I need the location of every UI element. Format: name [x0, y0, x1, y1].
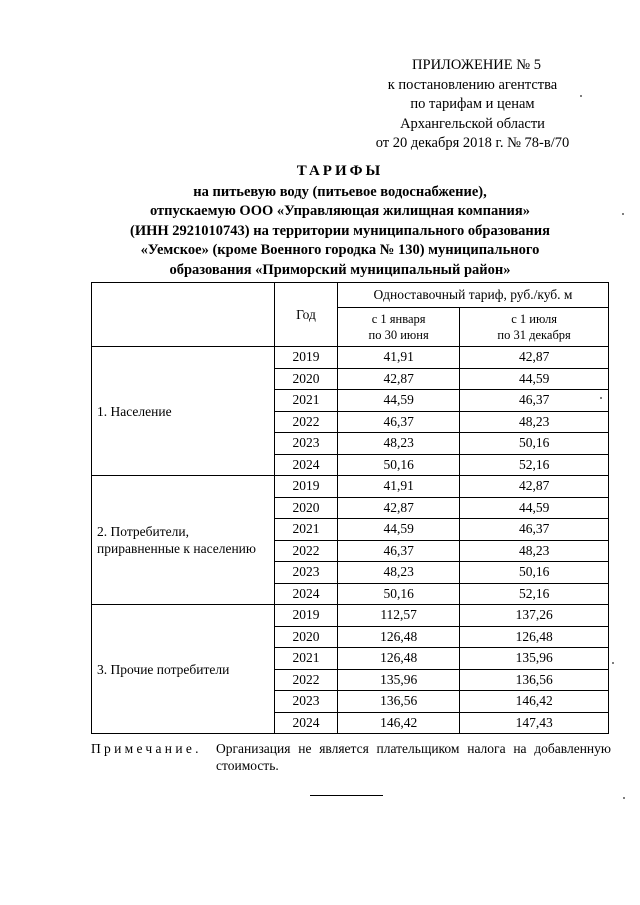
title-line-5: образования «Приморский муниципальный район»: [169, 261, 511, 278]
period-1-from: с 1 января: [371, 312, 426, 326]
category-cell: [92, 476, 275, 605]
category-label: 1. Население: [97, 403, 172, 419]
year-cell: 2019: [275, 476, 338, 498]
title-line-4: «Уемское» (кроме Военного городка № 130) муниципального: [140, 242, 540, 258]
year-cell: 2020: [275, 368, 338, 390]
first-half-tariff-cell: 41,91: [338, 476, 460, 498]
first-half-tariff-cell: 46,37: [338, 411, 460, 433]
note: [91, 740, 611, 774]
first-half-tariff-cell: 126,48: [338, 626, 460, 648]
first-half-tariff-cell: 46,37: [338, 540, 460, 562]
appendix-number: ПРИЛОЖЕНИЕ № 5: [412, 57, 541, 73]
category-cell: [92, 605, 275, 734]
category-label-continued: приравненные к населению: [97, 541, 256, 556]
year-cell: 2023: [275, 433, 338, 455]
year-header: Год: [275, 283, 338, 347]
table-row: [92, 347, 609, 369]
second-half-tariff-cell: 48,23: [460, 411, 609, 433]
appendix-line-2: к постановлению агентства: [387, 76, 558, 93]
first-half-tariff-cell: 48,23: [338, 433, 460, 455]
year-cell: 2024: [275, 454, 338, 476]
second-half-tariff-cell: 44,59: [460, 368, 609, 390]
first-half-tariff-cell: 126,48: [338, 648, 460, 670]
first-half-tariff-cell: 44,59: [338, 390, 460, 412]
second-half-tariff-cell: 137,26: [460, 605, 609, 627]
second-half-tariff-cell: 50,16: [460, 562, 609, 584]
first-half-tariff-cell: 42,87: [338, 497, 460, 519]
note-label: Примечание.: [91, 741, 202, 756]
second-half-tariff-cell: 46,37: [460, 390, 609, 412]
second-half-tariff-cell: 136,56: [460, 669, 609, 691]
first-half-tariff-cell: 136,56: [338, 691, 460, 713]
year-cell: 2022: [275, 411, 338, 433]
appendix-header: [330, 56, 615, 154]
year-cell: 2024: [275, 712, 338, 734]
appendix-line-3: по тарифам и ценам: [410, 96, 535, 112]
year-cell: 2023: [275, 562, 338, 584]
year-cell: 2021: [275, 648, 338, 670]
second-half-tariff-cell: 50,16: [460, 433, 609, 455]
second-half-tariff-cell: 147,43: [460, 712, 609, 734]
year-cell: 2020: [275, 497, 338, 519]
year-cell: 2019: [275, 347, 338, 369]
tariff-header: Одноставочный тариф, руб./куб. м: [338, 283, 609, 308]
second-half-tariff-cell: 44,59: [460, 497, 609, 519]
first-half-tariff-cell: 48,23: [338, 562, 460, 584]
second-half-tariff-cell: 146,42: [460, 691, 609, 713]
title-line-1: на питьевую воду (питьевое водоснабжение),: [193, 183, 487, 200]
year-cell: 2022: [275, 540, 338, 562]
year-cell: 2021: [275, 390, 338, 412]
first-half-tariff-cell: 112,57: [338, 605, 460, 627]
tariff-table-body: [92, 347, 609, 734]
second-half-tariff-cell: 52,16: [460, 583, 609, 605]
second-half-tariff-cell: 42,87: [460, 476, 609, 498]
closing-rule: [310, 795, 383, 796]
year-cell: 2019: [275, 605, 338, 627]
year-cell: 2024: [275, 583, 338, 605]
period-1-header: [338, 308, 460, 347]
first-half-tariff-cell: 146,42: [338, 712, 460, 734]
year-cell: 2023: [275, 691, 338, 713]
first-half-tariff-cell: 50,16: [338, 583, 460, 605]
table-row: [92, 476, 609, 498]
second-half-tariff-cell: 135,96: [460, 648, 609, 670]
empty-header-cell: [92, 283, 275, 347]
document-title: [60, 162, 620, 280]
second-half-tariff-cell: 48,23: [460, 540, 609, 562]
first-half-tariff-cell: 41,91: [338, 347, 460, 369]
note-text: Организация не является плательщиком налога на добавленную стоимость.: [216, 741, 611, 773]
second-half-tariff-cell: 46,37: [460, 519, 609, 541]
appendix-date-number: от 20 декабря 2018 г. № 78-в/70: [375, 135, 570, 151]
period-2-header: [460, 308, 609, 347]
title-heading: ТАРИФЫ: [296, 163, 384, 179]
category-label: 2. Потребители,: [97, 524, 189, 539]
title-line-3: (ИНН 2921010743) на территории муниципального образования: [130, 222, 550, 239]
period-1-to: по 30 июня: [368, 328, 429, 342]
year-cell: 2021: [275, 519, 338, 541]
appendix-line-4: Архангельской области: [400, 115, 545, 132]
first-half-tariff-cell: 50,16: [338, 454, 460, 476]
category-cell: [92, 347, 275, 476]
period-2-to: по 31 декабря: [497, 328, 571, 342]
second-half-tariff-cell: 52,16: [460, 454, 609, 476]
title-line-2: отпускаемую ООО «Управляющая жилищная компания»: [149, 203, 531, 219]
period-2-from: с 1 июля: [511, 312, 557, 326]
second-half-tariff-cell: 42,87: [460, 347, 609, 369]
first-half-tariff-cell: 135,96: [338, 669, 460, 691]
category-label: 3. Прочие потребители: [97, 661, 230, 677]
year-cell: 2020: [275, 626, 338, 648]
first-half-tariff-cell: 42,87: [338, 368, 460, 390]
year-cell: 2022: [275, 669, 338, 691]
table-row: [92, 605, 609, 627]
second-half-tariff-cell: 126,48: [460, 626, 609, 648]
first-half-tariff-cell: 44,59: [338, 519, 460, 541]
tariff-table: [91, 282, 609, 734]
